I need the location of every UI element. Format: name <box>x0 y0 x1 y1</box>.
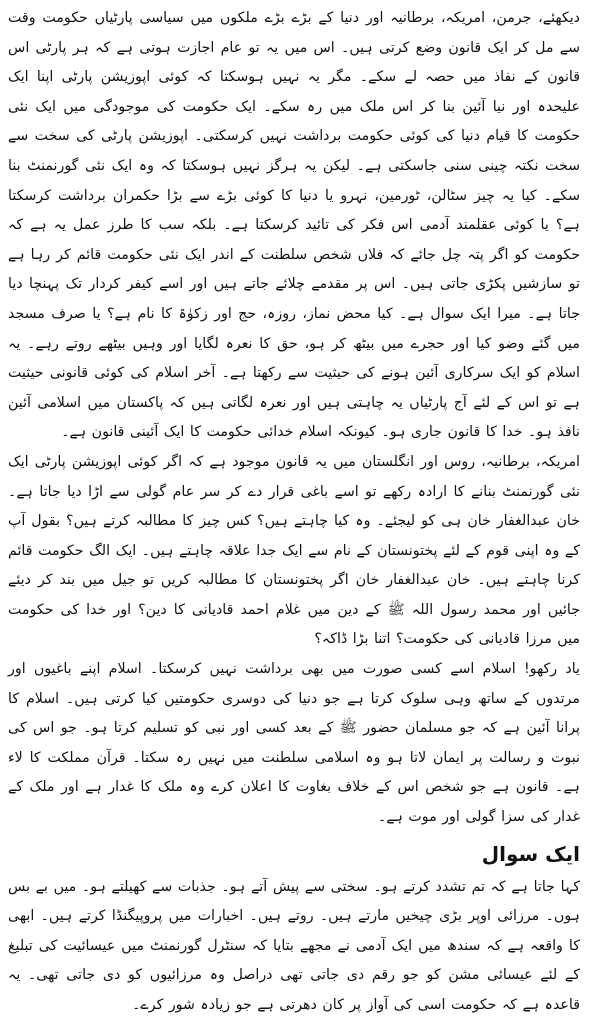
paragraph-2: امریکہ، برطانیہ، روس اور انگلستان میں یہ قانون موجود ہے کہ اگر کوئی اپوزیشن پارٹی ایک نئی گورنمنٹ بنانے کا ارادہ رکھے تو اسے باغی قرار دے کر سر عام گولی سے اڑا دیا جاتا ہے۔ خان عبدالغفار خان ہی کو لیجئے۔ وہ کیا چاہتے ہیں؟ کس چیز کا مطالبہ کرتے ہیں؟ بقول آپ کے وہ اپنی قوم کے لئے پختونستان کے نام سے ایک جدا علاقہ چاہتے ہیں۔ ایک الگ حکومت قائم کرنا چاہتے ہیں۔ خان عبدالغفار خان اگر پختونستان کا مطالبہ کریں تو جیل میں بند کر دیئے جائیں اور محمد رسول اللہ ﷺ کے دین میں غلام احمد قادیانی کا دین؟ اور خدا کی حکومت میں مرزا قادیانی کی حکومت؟ اتنا بڑا ڈاکہ؟ <box>8 453 580 648</box>
section-heading: ایک سوال <box>481 841 580 866</box>
paragraph-3: یاد رکھو! اسلام اسے کسی صورت میں بھی برداشت نہیں کرسکتا۔ اسلام اپنے باغیوں اور مرتدوں کے ساتھ وہی سلوک کرتا ہے جو دنیا کی دوسری حکومتیں کیا کرتی ہیں۔ اسلام کا پرانا آئین ہے کہ جو مسلمان حضور ﷺ کے بعد کسی اور نبی کو تسلیم کرتا ہو۔ جو اس کی نبوت و رسالت پر ایمان لاتا ہو وہ اسلامی سلطنت میں نہیں رہ سکتا۔ قرآن مملکت کا لاء ہے۔ قانون ہے جو شخص اس کے خلاف بغاوت کا اعلان کرے وہ ملک کا غدار ہے اور ملک کے غدار کی سزا گولی اور موت ہے۔ <box>8 661 580 826</box>
closing-paragraph: کہا جاتا ہے کہ تم تشدد کرتے ہو۔ سختی سے پیش آتے ہو۔ جذبات سے کھیلتے ہو۔ میں بے بس ہوں۔ مرزائی اوپر بڑی چیخیں مارتے ہیں۔ روتے ہیں۔ اخبارات میں پروپیگنڈا کرتے ہیں۔ ابھی کا واقعہ ہے کہ سندھ میں ایک آدمی نے مجھے بتایا کہ سنٹرل گورنمنٹ میں عیسائیت کی تبلیغ کے لئے عیسائی مشن کو جو رقم دی جاتی تھی دراصل وہ مرزائیوں کو دی جاتی تھی۔ یہ قاعدہ ہے کہ حکومت اسی کی آواز پر کان دھرتی ہے جو زیادہ شور کرے۔ <box>8 878 580 1013</box>
paragraph-1: دیکھئے، جرمن، امریکہ، برطانیہ اور دنیا کے بڑے بڑے ملکوں میں سیاسی پارٹیاں حکومت وقت سے مل کر ایک قانون وضع کرتی ہیں۔ اس میں یہ تو عام اجازت ہوتی ہے کہ ہر پارٹی اس قانون کے نفاذ میں حصہ لے سکے۔ مگر یہ نہیں ہوسکتا کہ کوئی اپوزیشن پارٹی اپنا ایک علیحدہ اور نیا آئین بنا کر اس ملک میں رہ سکے۔ ایک حکومت کی موجودگی میں ایک نئی حکومت کا قیام دنیا کی کوئی حکومت برداشت نہیں کرسکتی۔ اپوزیشن پارٹی کی سخت سے سخت نکتہ چینی سنی جاسکتی ہے۔ لیکن یہ ہرگز نہیں ہوسکتا کہ وہ ایک نئی گورنمنٹ بنا سکے۔ کیا یہ چیز سٹالن، ٹورمین، نہرو یا دنیا کا کوئی بڑے سے بڑا حکمران برداشت کرسکتا ہے؟ یا کوئی عقلمند آدمی اس فکر کی تائید کرسکتا ہے۔ بلکہ سب کا طرز عمل یہ ہے کہ حکومت کو اگر پتہ چل جائے کہ فلاں شخص سلطنت کے اندر ایک نئی حکومت قائم کر رہا ہے تو سازشیں پکڑی جاتی ہیں۔ اس پر مقدمے چلائے جاتے ہیں اور اسے کیفر کردار تک پہنچا دیا جاتا ہے۔ میرا ایک سوال ہے۔ کیا محض نماز، روزہ، حج اور زکوٰۃ کا نام ہے؟ یا صرف مسجد میں گئے وضو کیا اور حجرے میں بیٹھ کر ہو، حق کا نعرہ لگایا اور وہیں بیٹھے روتے رہے۔ یہ اسلام کو ایک سرکاری آئین ہونے کی حیثیت سے رکھتا ہے۔ آخر اسلام کی کوئی قانونی حیثیت ہے تو اس کے لئے آج پارٹیاں یہ چاہتی ہیں اور نعرہ لگاتی ہیں کہ پاکستان میں اسلامی آئین نافذ ہو۔ خدا کا قانون جاری ہو۔ کیونکہ اسلام خدائی حکومت کا ایک آئینی قانون ہے۔ <box>8 10 580 441</box>
